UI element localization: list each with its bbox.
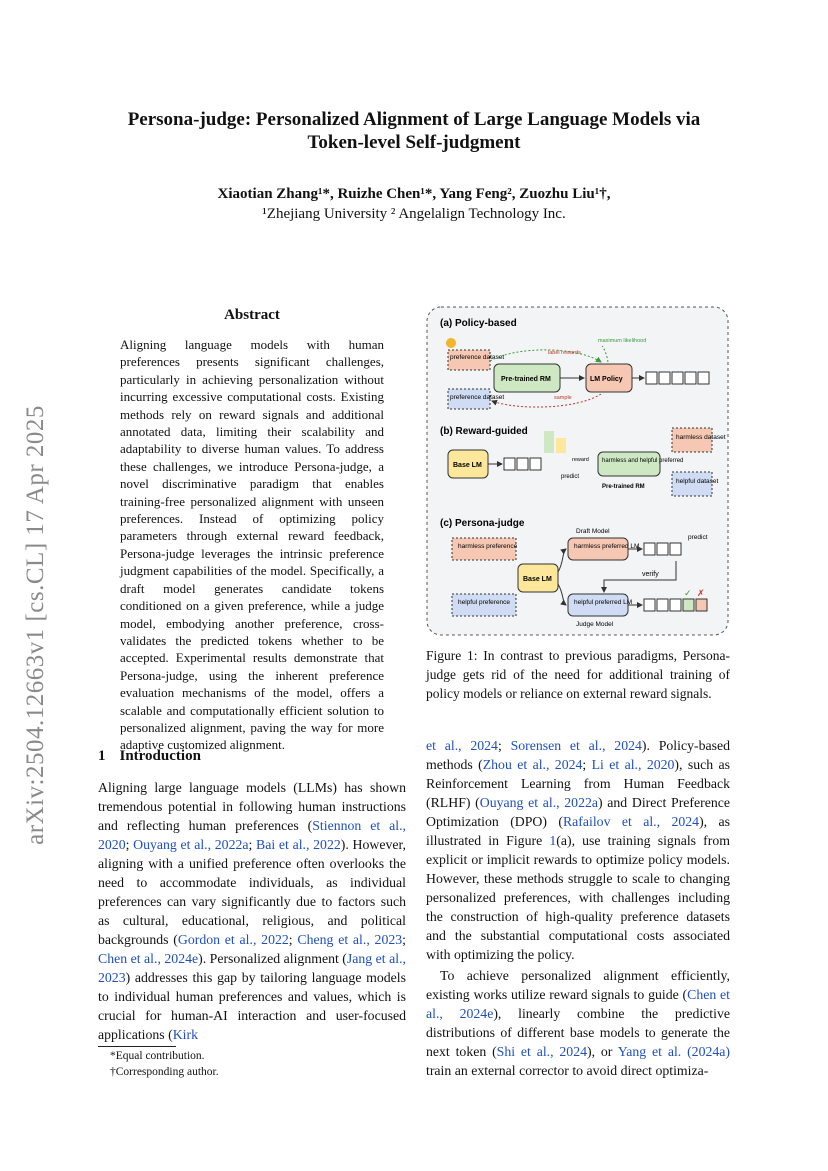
base-lm-label-b: Base LM	[453, 462, 482, 469]
predict-text-b: predict	[561, 474, 580, 480]
citation-link[interactable]: Shi et al., 2024	[496, 1044, 587, 1059]
citation-link[interactable]: Chen et al., 2024e	[98, 951, 199, 966]
citation-link[interactable]: Stiennon et al., 2020	[98, 818, 406, 852]
section-title: Introduction	[119, 748, 201, 764]
text-run: ). Policy-based methods (	[426, 738, 730, 772]
text-run: (a), use training signals from explicit or implicit rewards to optimize policy models. However, these methods struggle to scale to changing personalized preferences, with challenges including the construction of high-quality preference datasets and the substantial computational costs associated with optimizing the policy.	[426, 833, 730, 962]
title-line-2: Token-level Self-judgment	[307, 132, 521, 153]
harmless-pref-label: harmless preference	[458, 543, 518, 550]
verify-text: verify	[642, 571, 659, 578]
text-run: ) and Direct Preference Optimization (DPO) (	[426, 795, 731, 829]
citation-link[interactable]: Ouyang et al., 2022a	[479, 795, 598, 810]
figure-1-diagram	[426, 306, 729, 636]
abstract-body: Aligning language models with human preferences presents significant challenges, particularly in achieving personalization without incurring excessive computational costs. Existing methods rely on reward signals and additional annotated data, limiting their scalability and adaptability to diverse human values. To address these challenges, we introduce Persona-judge, a novel discriminative paradigm that enables training-free personalized alignment with unseen preferences. Instead of optimizing policy parameters through external reward feedback, Persona-judge leverages the intrinsic preference judgment capabilities of the model. Specifically, a draft model generates candidate tokens conditioned on a given preference, while a judge model, embodying another preference, cross-validates the predicted tokens whether to be accepted. Experimental results demonstrate that Persona-judge, using the inherent preference evaluation mechanisms of the model, offers a scalable and computationally efficient solution to personalized alignment, paving the way for more adaptive customized alignment.	[120, 337, 384, 753]
text-run: train an external corrector to avoid direct optimiza-	[426, 1063, 709, 1078]
reward-text: reward	[572, 457, 589, 463]
citation-link[interactable]: Li et al., 2020	[591, 757, 675, 772]
abstract-heading: Abstract	[224, 307, 280, 323]
arxiv-stamp	[16, 380, 56, 870]
pretrained-rm-label-b: Pre-trained RM	[602, 484, 645, 490]
token-row-c-draft	[644, 543, 681, 555]
base-lm-label-c: Base LM	[523, 576, 552, 583]
figure-1	[426, 306, 729, 636]
text-run: To achieve personalized alignment efficiently, existing works utilize reward signals to guide (	[426, 968, 730, 1002]
text-run: ), or	[587, 1044, 618, 1059]
citation-link[interactable]: Cheng et al., 2023	[297, 932, 403, 947]
text-run: ;	[402, 932, 406, 947]
citation-link[interactable]: Jang et al., 2023	[98, 951, 406, 985]
intro-paragraph-left	[98, 778, 406, 1044]
sample-text: sample	[554, 395, 572, 401]
lm-policy-label: LM Policy	[590, 376, 623, 383]
figure-reference-link[interactable]: 1	[549, 833, 557, 848]
text-run: Aligning large language models (LLMs) has shown tremendous potential in following human instructions and reflecting human preferences (	[98, 780, 406, 833]
citation-link[interactable]: et al., 2024	[426, 738, 498, 753]
affiliations: ¹Zhejiang University ² Angelalign Technology Inc.	[262, 206, 566, 222]
text-run: ;	[248, 837, 257, 852]
paper-title	[0, 108, 828, 154]
footnote-corresponding-author: †Corresponding author.	[110, 1066, 219, 1078]
max-likelihood-text: maximum likelihood	[598, 338, 647, 344]
text-run: ;	[582, 757, 592, 772]
judge-model-label: Judge Model	[576, 621, 614, 628]
helpful-pref-label: helpful preference	[458, 599, 511, 606]
cross-icon: ✗	[697, 588, 705, 598]
reward-bar	[556, 438, 566, 453]
sun-icon	[446, 338, 456, 348]
citation-link[interactable]: Zhou et al., 2024	[482, 757, 583, 772]
pref-dataset-label-2: preference dataset	[450, 394, 505, 401]
reward-bar	[544, 431, 554, 453]
panel-c-label: (c) Persona-judge	[440, 518, 525, 529]
citation-link[interactable]: Chen et al., 2024e	[426, 987, 731, 1021]
intro-paragraph-right-1	[426, 736, 730, 964]
citation-link[interactable]: Sorensen et al., 2024	[510, 738, 642, 753]
predict-text-c: predict	[688, 534, 708, 541]
text-run: ) addresses this gap by tailoring language models to individual human preferences and values, which is crucial for human-AI interaction and user-focused applications (	[98, 970, 406, 1042]
text-run: ;	[288, 932, 298, 947]
text-run: ), as illustrated in Figure	[426, 814, 730, 848]
label-rewards-text: label rewards	[548, 350, 581, 356]
pref-dataset-label: preference dataset	[450, 354, 505, 361]
token-row-a	[646, 372, 709, 384]
figure-1-caption: Figure 1: In contrast to previous paradigms, Persona-judge gets rid of the need for additional training of policy models or reliance on external reward signals.	[426, 648, 730, 701]
harmless-lm-label: harmless preferred LM	[574, 543, 640, 550]
check-icon: ✓	[684, 588, 692, 598]
panel-b-label: (b) Reward-guided	[440, 426, 528, 437]
draft-model-label: Draft Model	[576, 528, 610, 535]
citation-link[interactable]: Bai et al., 2022	[256, 837, 341, 852]
arxiv-stamp-text: arXiv:2504.12663v1 [cs.CL] 17 Apr 2025	[22, 405, 49, 845]
text-run: ), such as Reinforcement Learning from Human Feedback (RLHF) (	[426, 757, 730, 810]
citation-link[interactable]: Ouyang et al., 2022a	[133, 837, 249, 852]
token-row-b	[504, 458, 541, 470]
pretrained-rm-label: Pre-trained RM	[501, 376, 551, 383]
citation-link[interactable]: Gordon et al., 2022	[177, 932, 289, 947]
text-run: ;	[497, 738, 511, 753]
citation-link[interactable]: Kirk	[172, 1027, 199, 1042]
harmless-dataset-label: harmless dataset	[676, 434, 726, 441]
citation-link[interactable]: Rafailov et al., 2024	[562, 814, 700, 829]
section-heading-introduction	[98, 748, 201, 765]
helpful-lm-label: helpful preferred LM	[574, 599, 633, 606]
intro-paragraph-right-2	[426, 966, 730, 1080]
text-run: ), linearly combine the predictive distributions of different base models to generate the next token (	[426, 1006, 730, 1059]
footnote-equal-contribution: *Equal contribution.	[110, 1050, 205, 1062]
text-run: ). Personalized alignment (	[198, 951, 347, 966]
panel-a-label: (a) Policy-based	[440, 318, 517, 329]
text-run: ;	[125, 837, 134, 852]
helpful-dataset-label: helpful dataset	[676, 478, 719, 485]
author-list: Xiaotian Zhang¹*, Ruizhe Chen¹*, Yang Feng², Zuozhu Liu¹†,	[217, 186, 611, 202]
text-run: ). However, aligning with a unified preference often overlooks the need to accommodate individuals, as individual preferences can vary significantly due to factors such as cultural, educational, religious, and political backgrounds (	[98, 837, 406, 947]
hh-preferred-label: harmless and helpful preferred	[602, 458, 684, 464]
title-line-1: Persona-judge: Personalized Alignment of Large Language Models via	[127, 109, 701, 130]
token-row-c-judge	[644, 599, 707, 611]
section-number: 1	[98, 748, 106, 764]
hh-preferred-box	[598, 452, 660, 476]
citation-link[interactable]: Yang et al. (2024a)	[617, 1044, 730, 1059]
footnote-rule	[98, 1046, 176, 1047]
